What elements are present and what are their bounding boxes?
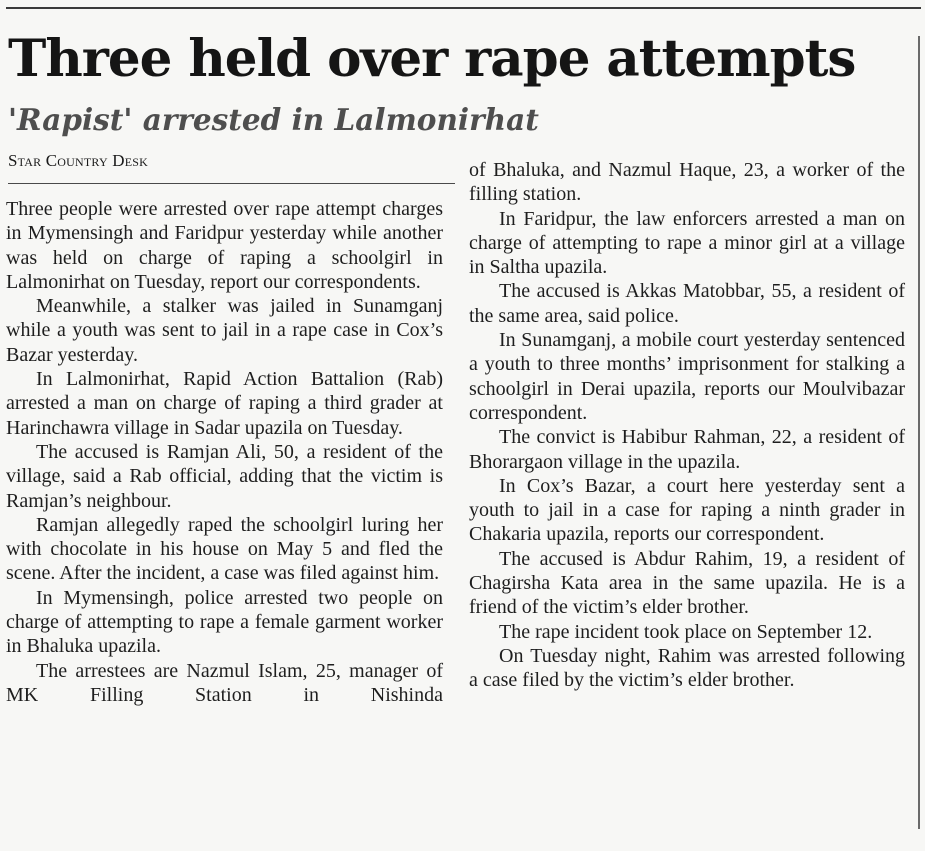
- paragraph: The convict is Habibur Rahman, 22, a resident of Bhorargaon village in the upazila.: [469, 426, 905, 473]
- top-rule: [6, 7, 921, 9]
- paragraph: The accused is Ramjan Ali, 50, a resident of the village, said a Rab official, adding that the victim is Ramjan’s neighbour.: [6, 440, 443, 512]
- paragraph: In Cox’s Bazar, a court here yesterday sent a youth to jail in a case for raping a ninth grader in Chakaria upazila, reports our correspondent.: [469, 474, 905, 546]
- paragraph: In Lalmonirhat, Rapid Action Battalion (Rab) arrested a man on charge of raping a third grader at Harinchawra village in Sadar upazila on Tuesday.: [6, 368, 443, 439]
- subheadline: 'Rapist' arrested in Lalmonirhat: [8, 102, 539, 137]
- paragraph: Three people were arrested over rape attempt charges in Mymensingh and Faridpur yesterday while another was held on charge of raping a schoolgirl in Lalmonirhat on Tuesday, report our correspondents.: [6, 198, 443, 293]
- paragraph: The arrestees are Nazmul Islam, 25, manager of MK Filling Station in Nishinda: [6, 659, 443, 706]
- paragraph: In Mymensingh, police arrested two people on charge of attempting to rape a female garment worker in Bhaluka upazila.: [6, 586, 443, 658]
- paragraph: The accused is Akkas Matobbar, 55, a resident of the same area, said police.: [469, 280, 905, 327]
- paragraph: In Faridpur, the law enforcers arrested a man on charge of attempting to rape a minor girl at a village in Saltha upazila.: [469, 207, 905, 279]
- headline: Three held over rape attempts: [8, 29, 856, 89]
- right-column-rule: [918, 36, 920, 829]
- article-column-right: [469, 158, 905, 693]
- paragraph: On Tuesday night, Rahim was arrested following a case filed by the victim’s elder brother.: [469, 644, 905, 692]
- article-column-left: [6, 197, 443, 707]
- paragraph: The rape incident took place on September 12.: [499, 620, 873, 643]
- paragraph: of Bhaluka, and Nazmul Haque, 23, a worker of the filling station.: [469, 159, 905, 206]
- paragraph: Meanwhile, a stalker was jailed in Sunamganj while a youth was sent to jail in a rape case in Cox’s Bazar yesterday.: [6, 295, 443, 366]
- paragraph: Ramjan allegedly raped the schoolgirl luring her with chocolate in his house on May 5 and fled the scene. After the incident, a case was filed against him.: [6, 513, 443, 585]
- byline: Star Country Desk: [8, 151, 149, 170]
- byline-rule: [8, 183, 455, 184]
- paragraph: The accused is Abdur Rahim, 19, a resident of Chagirsha Kata area in the same upazila. He is a friend of the victim’s elder brother.: [469, 547, 905, 619]
- paragraph: In Sunamganj, a mobile court yesterday sentenced a youth to three months’ imprisonment for stalking a schoolgirl in Derai upazila, reports our Moulvibazar correspondent.: [469, 329, 905, 424]
